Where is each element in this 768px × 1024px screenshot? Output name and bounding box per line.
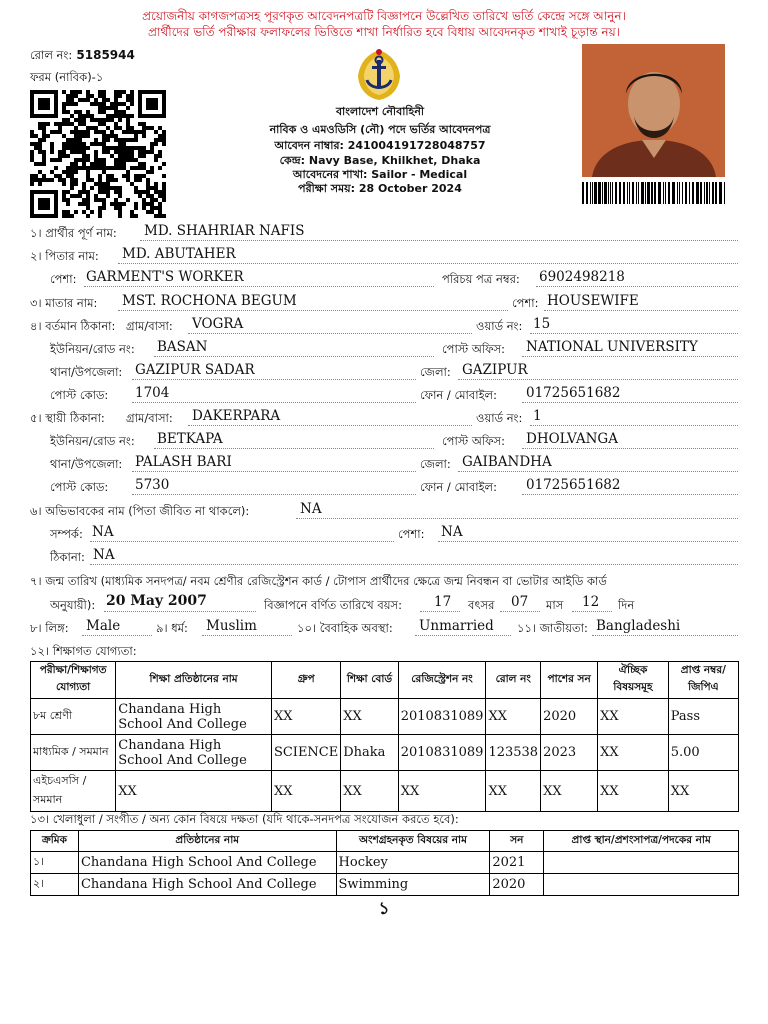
dob-label-cont: অনুযায়ী): (50, 598, 96, 612)
education-header: গ্রুপ (271, 662, 340, 699)
table-row (31, 852, 739, 874)
mother-occupation: HOUSEWIFE (547, 293, 639, 309)
header-exam: পরীক্ষা সময়: 28 October 2024 (298, 182, 462, 195)
education-cell: মাধ্যমিক / সমমান (31, 735, 116, 771)
present-postcode: 1704 (135, 385, 170, 401)
nationality-label: ১১। জাতীয়তা: (517, 621, 588, 635)
header-center: কেন্দ্র: Navy Base, Khilkhet, Dhaka (279, 154, 481, 167)
table-row (31, 699, 739, 735)
education-cell: এইচএসসি / সমমান (31, 771, 116, 812)
marital-status: Unmarried (419, 618, 494, 634)
permanent-phone: 01725651682 (526, 477, 621, 493)
guardian-relation-label: সম্পর্ক: (50, 527, 83, 541)
gender: Male (86, 618, 121, 634)
father-id: 6902498218 (539, 269, 625, 285)
education-header: শিক্ষা বোর্ড (341, 662, 398, 699)
extra-cell: ২। (31, 874, 79, 896)
applicant-name: MD. SHAHRIAR NAFIS (144, 223, 305, 239)
age-months-label: মাস (546, 598, 564, 612)
extra-cell: Swimming (336, 874, 490, 896)
extra-cell: Hockey (336, 852, 490, 874)
education-cell: 123538 (486, 735, 541, 771)
extra-cell (544, 852, 739, 874)
education-cell: XX (486, 699, 541, 735)
education-cell: 5.00 (668, 735, 738, 771)
present-phone-label: ফোন / মোবাইল: (420, 388, 498, 402)
permanent-po: DHOLVANGA (526, 431, 618, 447)
education-cell: XX (486, 771, 541, 812)
education-header: রোল নং (486, 662, 541, 699)
permanent-po-label: পোস্ট অফিস: (442, 434, 506, 448)
present-district: GAZIPUR (462, 362, 528, 378)
education-cell: Chandana High School And College (116, 699, 272, 735)
education-header-row (31, 662, 739, 699)
guardian-occupation: NA (441, 524, 463, 540)
religion-label: ৯। ধর্ম: (156, 621, 188, 635)
present-ward: 15 (533, 316, 551, 332)
page-number: ১ (378, 899, 390, 919)
father-id-label: পরিচয় পত্র নম্বর: (442, 272, 520, 286)
present-address-label: ৪। বর্তমান ঠিকানা: (30, 319, 116, 333)
applicant-label: ১। প্রার্থীর পূর্ণ নাম: (30, 226, 117, 240)
extra-cell (544, 874, 739, 896)
notice-line-2: প্রার্থীদের ভর্তি পরীক্ষার ফলাফলের ভিত্তিতে শাখা নির্ধারিত হবে বিধায় আবেদনকৃত শাখাই চূড়ান্ত নয়। (148, 25, 620, 39)
permanent-district-label: জেলা: (420, 457, 451, 471)
extra-cell: Chandana High School And College (78, 852, 336, 874)
header-org: বাংলাদেশ নৌবাহিনী (335, 105, 425, 118)
dob-label: ৭। জন্ম তারিখ (মাধ্যমিক সনদপত্র/ নবম শ্রেণীর রেজিস্ট্রেশন কার্ড / টোপাস প্রার্থীদের ক্ষেত্রে জন্ম নিবন্ধন বা ভোটার আইডি কার্ড (30, 574, 607, 588)
education-table (30, 661, 739, 812)
age-months: 07 (511, 594, 529, 610)
header-app-no: আবেদন নাম্বার: 241004191728048757 (274, 139, 486, 152)
education-cell: SCIENCE (271, 735, 340, 771)
applicant-photo (582, 44, 725, 177)
present-thana-label: থানা/উপজেলা: (50, 365, 123, 379)
guardian-name: NA (300, 501, 322, 517)
guardian-label: ৬। অভিভাবকের নাম (পিতা জীবিত না থাকলে): (30, 504, 250, 518)
education-cell: XX (598, 735, 669, 771)
education-cell: 2023 (541, 735, 598, 771)
age-days-label: দিন (618, 598, 635, 612)
extra-cell: ১। (31, 852, 79, 874)
education-label: ১২। শিক্ষাগত যোগ্যতা: (30, 644, 137, 658)
education-cell: XX (668, 771, 738, 812)
permanent-address-label: ৫। স্থায়ী ঠিকানা: (30, 411, 105, 425)
education-cell: Chandana High School And College (116, 735, 272, 771)
education-cell: Pass (668, 699, 738, 735)
barcode (582, 182, 725, 204)
age-years: 17 (434, 594, 452, 610)
guardian-address-label: ঠিকানা: (50, 550, 85, 564)
education-cell: XX (341, 699, 398, 735)
dob-value: 20 May 2007 (106, 593, 207, 609)
table-row (31, 735, 739, 771)
extra-header: সন (490, 831, 544, 852)
extra-cell: 2020 (490, 874, 544, 896)
education-cell: XX (598, 771, 669, 812)
education-header: পরীক্ষা/শিক্ষাগত যোগ্যতা (31, 662, 116, 699)
present-ward-label: ওয়ার্ড নং: (476, 319, 523, 333)
nationality: Bangladeshi (596, 618, 681, 634)
table-row (31, 771, 739, 812)
age-years-label: বৎসর (468, 598, 495, 612)
permanent-phone-label: ফোন / মোবাইল: (420, 480, 498, 494)
present-phone: 01725651682 (526, 385, 621, 401)
present-union-label: ইউনিয়ন/রোড নং: (50, 342, 135, 356)
education-cell: XX (541, 771, 598, 812)
extra-header: অংশগ্রহনকৃত বিষয়ের নাম (336, 831, 490, 852)
education-header: প্রাপ্ত নম্বর/জিপিএ (668, 662, 738, 699)
table-row (31, 874, 739, 896)
gender-label: ৮। লিঙ্গ: (30, 621, 69, 635)
permanent-thana-label: থানা/উপজেলা: (50, 457, 123, 471)
education-header: রেজিস্ট্রেশন নং (398, 662, 486, 699)
education-cell: 2020 (541, 699, 598, 735)
present-district-label: জেলা: (420, 365, 451, 379)
extra-table (30, 830, 739, 896)
extra-header: ক্রমিক (31, 831, 79, 852)
form-label: ফরম (নাবিক)-১ (30, 70, 104, 84)
permanent-union: BETKAPA (157, 431, 223, 447)
present-thana: GAZIPUR SADAR (135, 362, 255, 378)
permanent-district: GAIBANDHA (462, 454, 552, 470)
permanent-postcode-label: পোস্ট কোড: (50, 480, 109, 494)
education-cell: XX (398, 771, 486, 812)
education-header: শিক্ষা প্রতিষ্ঠানের নাম (116, 662, 272, 699)
permanent-village-label: গ্রাম/বাসা: (126, 411, 173, 425)
father-name: MD. ABUTAHER (122, 246, 236, 262)
extra-header: প্রাপ্ত স্থান/প্রশংসাপত্র/পদকের নাম (544, 831, 739, 852)
mother-label: ৩। মাতার নাম: (30, 296, 98, 310)
education-cell: XX (116, 771, 272, 812)
age-days: 12 (582, 594, 600, 610)
mother-occupation-label: পেশা: (512, 296, 539, 310)
father-occupation-label: পেশা: (50, 272, 77, 286)
present-village: VOGRA (192, 316, 244, 332)
header-title: নাবিক ও এমওডিসি (নৌ) পদে ভর্তির আবেদনপত্র (269, 123, 491, 136)
extra-header-row (31, 831, 739, 852)
present-postcode-label: পোস্ট কোড: (50, 388, 109, 402)
education-cell: XX (271, 699, 340, 735)
father-label: ২। পিতার নাম: (30, 249, 99, 263)
roll-number: রোল নং: 5185944 (30, 48, 135, 62)
education-cell: XX (271, 771, 340, 812)
age-label: বিজ্ঞাপনে বর্ণিত তারিখে বয়স: (264, 598, 402, 612)
present-union: BASAN (157, 339, 208, 355)
father-occupation: GARMENT'S WORKER (86, 269, 244, 285)
present-po-label: পোস্ট অফিস: (442, 342, 506, 356)
extra-cell: Chandana High School And College (78, 874, 336, 896)
religion: Muslim (206, 618, 257, 634)
education-header: পাশের সন (541, 662, 598, 699)
extra-header: প্রতিষ্ঠানের নাম (78, 831, 336, 852)
education-cell: 2010831089 (398, 699, 486, 735)
permanent-union-label: ইউনিয়ন/রোড নং: (50, 434, 135, 448)
education-cell: Dhaka (341, 735, 398, 771)
guardian-occupation-label: পেশা: (398, 527, 425, 541)
present-po: NATIONAL UNIVERSITY (526, 339, 698, 355)
permanent-ward: 1 (533, 408, 542, 424)
notice-line-1: প্রয়োজনীয় কাগজপত্রসহ পূরণকৃত আবেদনপত্রটি বিজ্ঞাপনে উল্লেখিত তারিখে ভর্তি কেন্দ্রে সঙ্গে আনুন। (142, 9, 626, 23)
extra-cell: 2021 (490, 852, 544, 874)
education-cell: 2010831089 (398, 735, 486, 771)
navy-emblem-icon (352, 46, 406, 102)
education-header: ঐচ্ছিক বিষয়সমূহ (598, 662, 669, 699)
marital-label: ১০। বৈবাহিক অবস্থা: (297, 621, 393, 635)
education-cell: ৮ম শ্রেণী (31, 699, 116, 735)
guardian-relation: NA (92, 524, 114, 540)
mother-name: MST. ROCHONA BEGUM (122, 293, 297, 309)
guardian-address: NA (93, 547, 115, 563)
present-village-label: গ্রাম/বাসা: (126, 319, 173, 333)
education-cell: XX (341, 771, 398, 812)
permanent-ward-label: ওয়ার্ড নং: (476, 411, 523, 425)
header-branch: আবেদনের শাখা: Sailor - Medical (292, 168, 468, 181)
permanent-thana: PALASH BARI (135, 454, 232, 470)
extra-label: ১৩। খেলাধুলা / সংগীত / অন্য কোন বিষয়ে দক্ষতা (যদি থাকে-সনদপত্র সংযোজন করতে হবে): (30, 812, 459, 826)
qr-code (30, 90, 166, 218)
permanent-postcode: 5730 (135, 477, 170, 493)
education-cell: XX (598, 699, 669, 735)
permanent-village: DAKERPARA (192, 408, 281, 424)
